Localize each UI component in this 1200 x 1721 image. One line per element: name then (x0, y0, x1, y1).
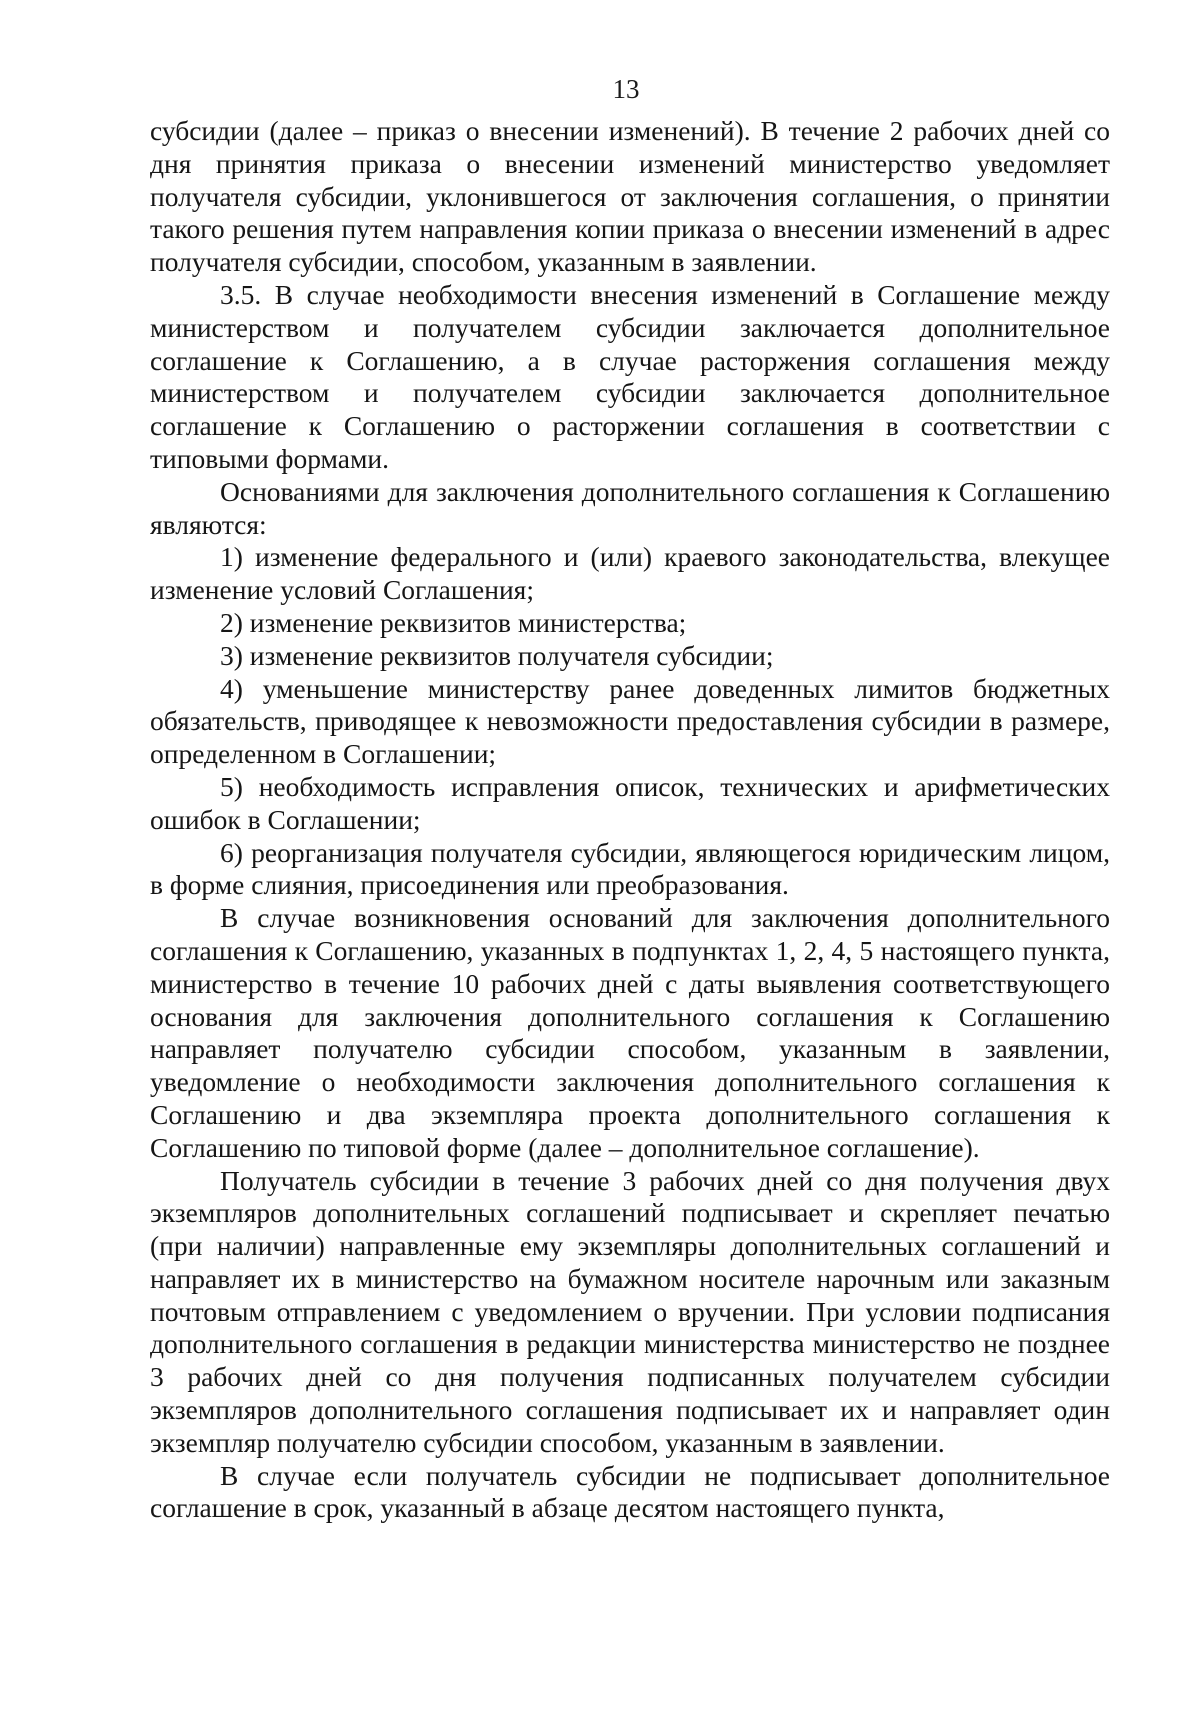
document-body (150, 115, 1110, 1525)
paragraph-not-signed: В случае если получатель субсидии не подписывает дополнительное соглашение в срок, указанный в абзаце десятом настоящего пункта, (150, 1459, 1110, 1524)
paragraph-recipient-signing: Получатель субсидии в течение 3 рабочих дней со дня получения двух экземпляров дополнительных соглашений подписывает и скрепляет печатью (при наличии) направленные ему экземпляры дополнительных соглашений и направляет их в министерство на бумажном носителе нарочным или заказным почтовым отправлением с уведомлением о вручении. При условии подписания дополнительного соглашения в редакции министерства министерство не позднее 3 рабочих дней со дня получения подписанных получателем субсидии экземпляров дополнительного соглашения подписывает их и направляет один экземпляр получателю субсидии способом, указанным в заявлении. (150, 1164, 1110, 1458)
paragraph-clause-3-5: 3.5. В случае необходимости внесения изменений в Соглашение между министерством и получателем субсидии заключается дополнительное соглашение к Соглашению, а в случае расторжения соглашения между министерством и получателем субсидии заключается дополнительное соглашение к Соглашению о расторжении соглашения в соответствии с типовыми формами. (150, 278, 1110, 474)
paragraph-continuation: субсидии (далее – приказ о внесении изменений). В течение 2 рабочих дней со дня принятия приказа о внесении изменений министерство уведомляет получателя субсидии, уклонившегося от заключения соглашения, о принятии такого решения путем направления копии приказа о внесении изменений в адрес получателя субсидии, способом, указанным в заявлении. (150, 115, 1110, 278)
paragraph-grounds-procedure: В случае возникновения оснований для заключения дополнительного соглашения к Соглашению, указанных в подпунктах 1, 2, 4, 5 настоящего пункта, министерство в течение 10 рабочих дней с даты выявления соответствующего основания для заключения дополнительного соглашения к Соглашению направляет получателю субсидии способом, указанным в заявлении, уведомление о необходимости заключения дополнительного соглашения к Соглашению и два экземпляра проекта дополнительного соглашения к Соглашению по типовой форме (далее – дополнительное соглашение). (150, 902, 1110, 1163)
list-item-1: 1) изменение федерального и (или) краевого законодательства, влекущее изменение условий Соглашения; (150, 541, 1110, 606)
list-item-2: 2) изменение реквизитов министерства; (220, 606, 687, 638)
paragraph-grounds-intro: Основаниями для заключения дополнительного соглашения к Соглашению являются: (150, 475, 1110, 540)
list-item-6: 6) реорганизация получателя субсидии, являющегося юридическим лицом, в форме слияния, присоединения или преобразования. (150, 836, 1110, 901)
list-item-5: 5) необходимость исправления описок, технических и арифметических ошибок в Соглашении; (150, 770, 1110, 835)
list-item-4: 4) уменьшение министерству ранее доведенных лимитов бюджетных обязательств, приводящее к невозможности предоставления субсидии в размере, определенном в Соглашении; (150, 672, 1110, 770)
page-number: 13 (612, 74, 640, 104)
list-item-3: 3) изменение реквизитов получателя субсидии; (220, 639, 774, 671)
